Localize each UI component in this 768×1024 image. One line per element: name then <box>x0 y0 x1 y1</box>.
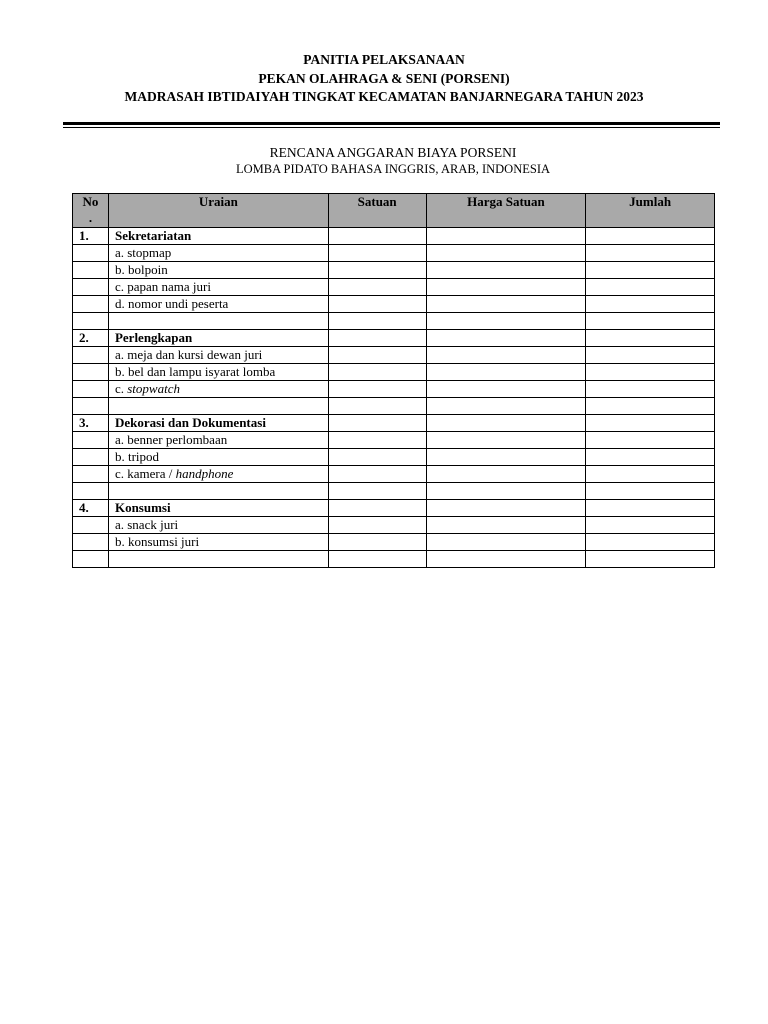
table-row <box>73 262 715 279</box>
satuan-cell <box>328 228 426 245</box>
jumlah-cell <box>586 534 715 551</box>
jumlah-cell <box>586 381 715 398</box>
item-description <box>108 381 328 398</box>
item-description <box>108 483 328 500</box>
row-number <box>73 551 109 568</box>
budget-table <box>72 193 715 568</box>
satuan-cell <box>328 432 426 449</box>
harga-satuan-cell <box>426 245 586 262</box>
satuan-cell <box>328 517 426 534</box>
table-row <box>73 347 715 364</box>
harga-satuan-cell <box>426 330 586 347</box>
satuan-cell <box>328 296 426 313</box>
column-header-no: No . <box>73 194 109 228</box>
item-description <box>108 296 328 313</box>
item-label: d. nomor undi peserta <box>114 296 229 311</box>
item-label-italic: handphone <box>175 466 234 481</box>
harga-satuan-cell <box>426 347 586 364</box>
satuan-cell <box>328 245 426 262</box>
satuan-cell <box>328 381 426 398</box>
satuan-cell <box>328 347 426 364</box>
satuan-cell <box>328 313 426 330</box>
document-title <box>0 145 768 177</box>
header-committee: PANITIA PELAKSANAAN <box>303 52 465 67</box>
jumlah-cell <box>586 483 715 500</box>
item-description <box>108 245 328 262</box>
section-title: Perlengkapan <box>108 330 328 347</box>
harga-satuan-cell <box>426 466 586 483</box>
blank-row <box>73 483 715 500</box>
item-description <box>108 364 328 381</box>
row-number <box>73 449 109 466</box>
section-title: Dekorasi dan Dokumentasi <box>108 415 328 432</box>
jumlah-cell <box>586 432 715 449</box>
satuan-cell <box>328 500 426 517</box>
item-label: b. tripod <box>114 449 160 464</box>
blank-row <box>73 398 715 415</box>
item-description <box>108 398 328 415</box>
item-description <box>108 466 328 483</box>
harga-satuan-cell <box>426 279 586 296</box>
satuan-cell <box>328 551 426 568</box>
row-number: 3. <box>73 415 109 432</box>
row-number <box>73 262 109 279</box>
harga-satuan-cell <box>426 296 586 313</box>
section-row <box>73 415 715 432</box>
harga-satuan-cell <box>426 534 586 551</box>
satuan-cell <box>328 330 426 347</box>
item-label: b. bel dan lampu isyarat lomba <box>114 364 276 379</box>
satuan-cell <box>328 364 426 381</box>
satuan-cell <box>328 466 426 483</box>
harga-satuan-cell <box>426 381 586 398</box>
table-row <box>73 432 715 449</box>
jumlah-cell <box>586 551 715 568</box>
harga-satuan-cell <box>426 228 586 245</box>
row-number: 4. <box>73 500 109 517</box>
header-event: PEKAN OLAHRAGA & SENI (PORSENI) <box>258 70 510 86</box>
column-header-satuan: Satuan <box>328 194 426 228</box>
item-label: a. stopmap <box>114 245 172 260</box>
row-number <box>73 534 109 551</box>
harga-satuan-cell <box>426 364 586 381</box>
item-label: c. papan nama juri <box>114 279 211 294</box>
jumlah-cell <box>586 347 715 364</box>
satuan-cell <box>328 415 426 432</box>
jumlah-cell <box>586 279 715 296</box>
row-number <box>73 483 109 500</box>
item-label: a. snack juri <box>114 517 179 532</box>
header-divider-thin <box>63 127 720 128</box>
jumlah-cell <box>586 398 715 415</box>
jumlah-cell <box>586 466 715 483</box>
harga-satuan-cell <box>426 432 586 449</box>
column-header-uraian: Uraian <box>108 194 328 228</box>
row-number <box>73 432 109 449</box>
harga-satuan-cell <box>426 551 586 568</box>
row-number <box>73 296 109 313</box>
item-description <box>108 432 328 449</box>
table-row <box>73 279 715 296</box>
item-description <box>108 279 328 296</box>
satuan-cell <box>328 534 426 551</box>
column-header-jumlah: Jumlah <box>586 194 715 228</box>
table-row <box>73 466 715 483</box>
satuan-cell <box>328 483 426 500</box>
row-number <box>73 466 109 483</box>
item-description <box>108 551 328 568</box>
item-label: b. konsumsi juri <box>114 534 200 549</box>
item-label: c. <box>114 381 128 396</box>
column-header-harga-satuan: Harga Satuan <box>426 194 586 228</box>
header-institution: MADRASAH IBTIDAIYAH TINGKAT KECAMATAN BANJARNEGARA TAHUN 2023 <box>124 89 644 104</box>
row-number <box>73 398 109 415</box>
harga-satuan-cell <box>426 517 586 534</box>
table-body <box>73 228 715 568</box>
item-description <box>108 262 328 279</box>
jumlah-cell <box>586 313 715 330</box>
item-description <box>108 313 328 330</box>
jumlah-cell <box>586 517 715 534</box>
row-number: 1. <box>73 228 109 245</box>
table-row <box>73 381 715 398</box>
document-header <box>0 51 768 107</box>
jumlah-cell <box>586 449 715 466</box>
row-number <box>73 313 109 330</box>
jumlah-cell <box>586 364 715 381</box>
row-number <box>73 279 109 296</box>
table-row <box>73 517 715 534</box>
harga-satuan-cell <box>426 449 586 466</box>
satuan-cell <box>328 449 426 466</box>
harga-satuan-cell <box>426 313 586 330</box>
table-row <box>73 449 715 466</box>
item-description <box>108 449 328 466</box>
item-description <box>108 347 328 364</box>
harga-satuan-cell <box>426 415 586 432</box>
row-number <box>73 381 109 398</box>
item-label: a. benner perlombaan <box>114 432 228 447</box>
harga-satuan-cell <box>426 500 586 517</box>
section-row <box>73 228 715 245</box>
harga-satuan-cell <box>426 483 586 500</box>
satuan-cell <box>328 262 426 279</box>
row-number <box>73 347 109 364</box>
title-competition: LOMBA PIDATO BAHASA INGGRIS, ARAB, INDONESIA <box>235 162 551 176</box>
item-label: b. bolpoin <box>114 262 168 277</box>
jumlah-cell <box>586 415 715 432</box>
section-row <box>73 330 715 347</box>
harga-satuan-cell <box>426 398 586 415</box>
blank-row <box>73 551 715 568</box>
blank-row <box>73 313 715 330</box>
item-description <box>108 534 328 551</box>
table-header-row <box>73 194 715 228</box>
item-label: a. meja dan kursi dewan juri <box>114 347 263 362</box>
section-row <box>73 500 715 517</box>
table-row <box>73 364 715 381</box>
row-number <box>73 517 109 534</box>
jumlah-cell <box>586 262 715 279</box>
item-label-italic: stopwatch <box>127 381 180 396</box>
section-title: Sekretariatan <box>108 228 328 245</box>
satuan-cell <box>328 279 426 296</box>
jumlah-cell <box>586 500 715 517</box>
table-row <box>73 534 715 551</box>
harga-satuan-cell <box>426 262 586 279</box>
jumlah-cell <box>586 296 715 313</box>
satuan-cell <box>328 398 426 415</box>
section-title: Konsumsi <box>108 500 328 517</box>
title-budget: RENCANA ANGGARAN BIAYA PORSENI <box>269 145 517 160</box>
jumlah-cell <box>586 228 715 245</box>
item-label: c. kamera / <box>114 466 176 481</box>
table-row <box>73 245 715 262</box>
jumlah-cell <box>586 330 715 347</box>
row-number <box>73 245 109 262</box>
row-number: 2. <box>73 330 109 347</box>
header-divider-thick <box>63 122 720 125</box>
jumlah-cell <box>586 245 715 262</box>
row-number <box>73 364 109 381</box>
table-row <box>73 296 715 313</box>
item-description <box>108 517 328 534</box>
